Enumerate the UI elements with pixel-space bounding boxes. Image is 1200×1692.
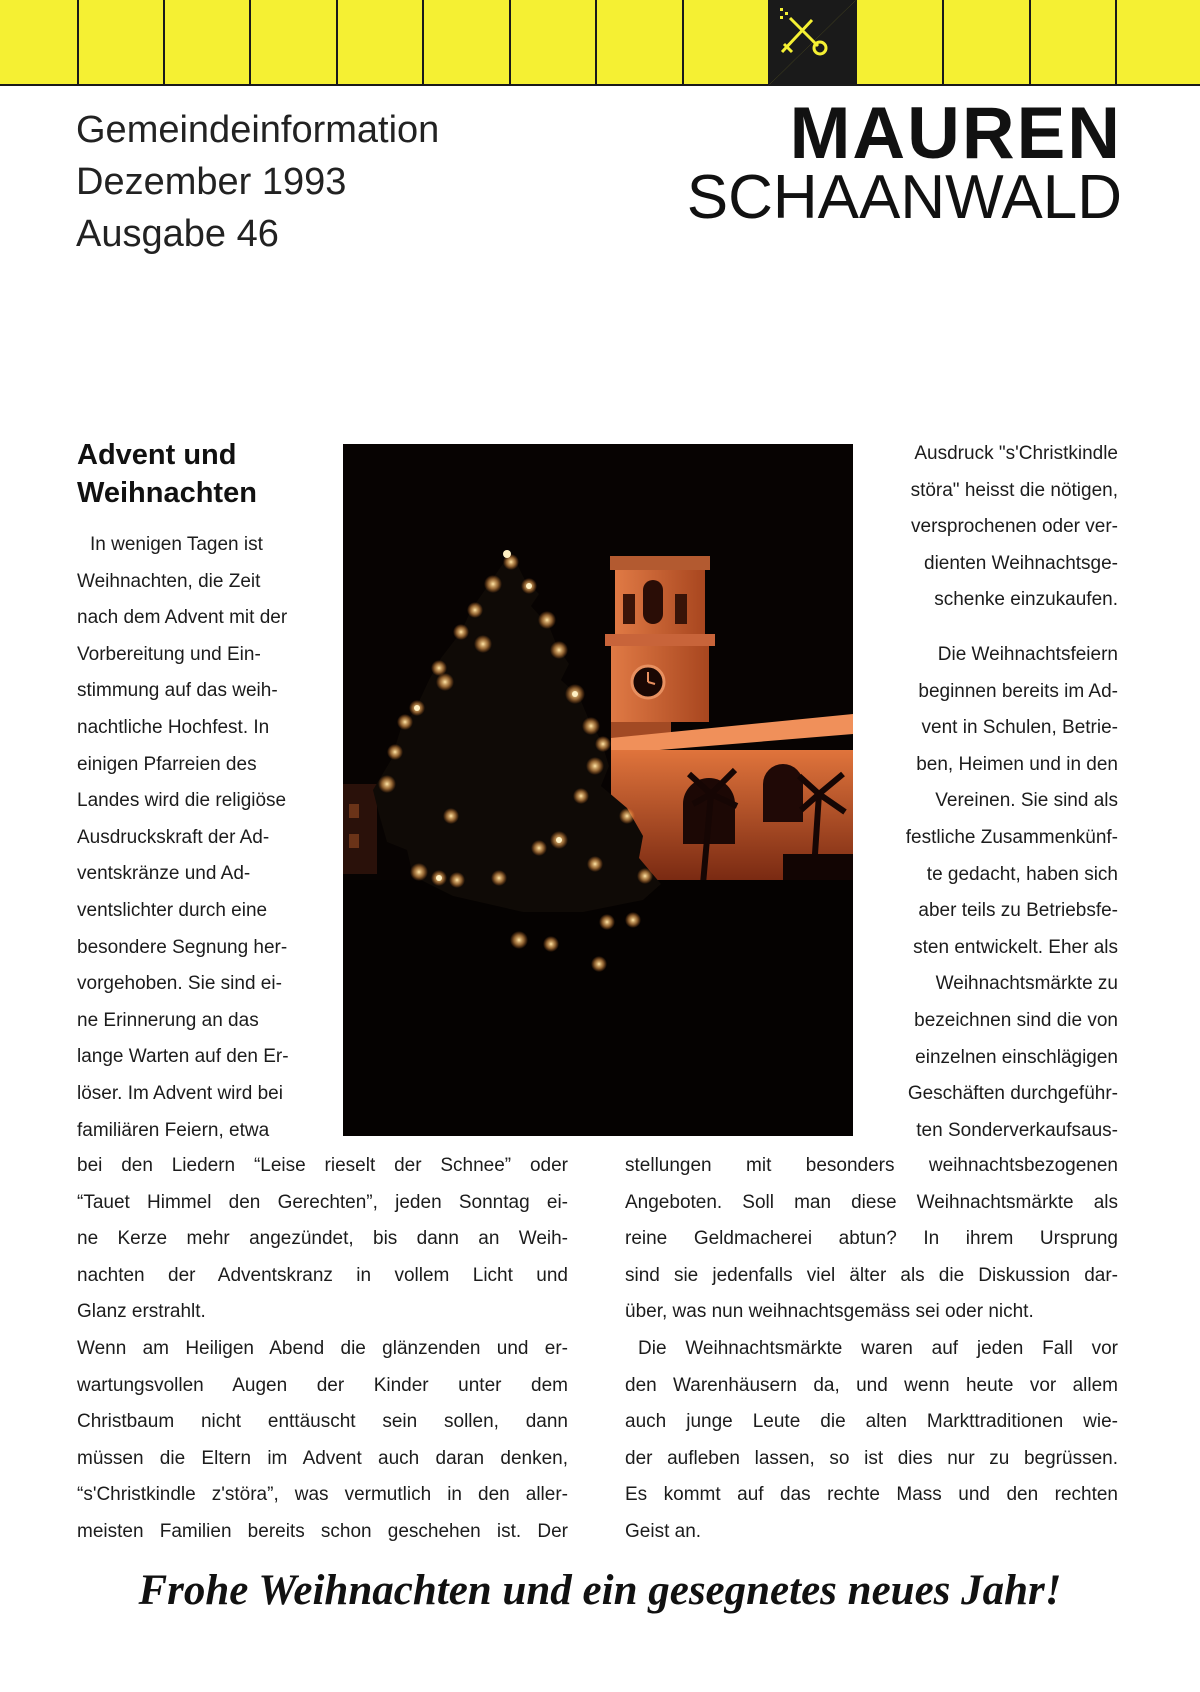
text-line: schenke einzukaufen. <box>934 589 1118 611</box>
text-line: stellungen mit besonders weihnachtsbezogenen <box>625 1155 1118 1176</box>
banner-rule <box>77 0 79 86</box>
masthead-mauren: MAUREN <box>789 93 1122 174</box>
text-line: löser. Im Advent wird bei <box>77 1082 283 1104</box>
text-line: Geist an. <box>625 1520 702 1542</box>
text-line: Landes wird die religiöse <box>77 790 287 812</box>
text-line: Vereinen. Sie sind als <box>935 790 1118 812</box>
text-line: In wenigen Tagen ist <box>90 534 263 555</box>
text-line: sind sie jedenfalls viel älter als die Diskussion dar- <box>625 1264 1118 1286</box>
text-line: Die Weihnachtsfeiern <box>937 643 1118 665</box>
text-line: Angeboten. Soll man diese Weihnachtsmärkte als <box>625 1191 1118 1213</box>
banner-rule <box>942 0 944 86</box>
text-line: Vorbereitung und Ein- <box>77 643 261 665</box>
right-column <box>860 436 1118 1149</box>
banner-rule <box>422 0 424 86</box>
text-line: “Tauet Himmel den Gerechten”, jeden Sonntag ei- <box>77 1191 568 1213</box>
text-line: meisten Familien bereits schon geschehen ist. Der <box>77 1520 568 1542</box>
text-line: den Warenhäusern da, und wenn heute vor allem <box>625 1374 1118 1396</box>
text-line: familiären Feiern, etwa <box>77 1119 270 1141</box>
issue-number: Ausgabe 46 <box>76 213 279 255</box>
text-line: Weihnachtsmärkte zu <box>935 973 1118 995</box>
photo-illustration <box>343 444 853 1136</box>
text-line: versprochenen oder ver- <box>911 516 1118 538</box>
publication-type: Gemeindeinformation <box>76 109 440 151</box>
banner-rule <box>249 0 251 86</box>
text-line: ventskränze und Ad- <box>77 863 251 885</box>
church-tower <box>605 556 715 738</box>
text-line: ten Sonderverkaufsaus- <box>916 1119 1118 1141</box>
issue-info <box>76 104 439 260</box>
text-line: Geschäften durchgeführ- <box>907 1083 1118 1105</box>
text-line: te gedacht, haben sich <box>926 863 1118 885</box>
text-line: Wenn am Heiligen Abend die glänzenden und er- <box>77 1337 568 1359</box>
banner-rule <box>682 0 684 86</box>
text-line: einzelnen einschlägigen <box>915 1046 1118 1068</box>
top-banner <box>0 0 1200 86</box>
municipal-crest-icon <box>768 0 856 86</box>
text-line: bei den Liedern “Leise rieselt der Schnee” oder <box>77 1155 568 1176</box>
text-line: ben, Heimen und in den <box>916 753 1118 775</box>
text-line: Es kommt auf das rechte Mass und den rechten <box>625 1484 1118 1506</box>
text-line: besondere Segnung her- <box>77 936 288 958</box>
text-line: müssen die Eltern im Advent auch daran denken, <box>77 1447 568 1469</box>
text-line: Ausdruck "s'Christkindle <box>914 443 1118 464</box>
text-line: vent in Schulen, Betrie- <box>921 717 1118 739</box>
banner-rule <box>1029 0 1031 86</box>
bottom-left-column <box>77 1148 568 1551</box>
text-line: Glanz erstrahlt. <box>77 1301 206 1323</box>
text-line: “s'Christkindle z'störa”, was vermutlich in den aller- <box>77 1484 568 1506</box>
banner-rule <box>595 0 597 86</box>
article-title <box>77 436 257 512</box>
text-line: nach dem Advent mit der <box>77 607 288 629</box>
text-line: nachtliche Hochfest. In <box>77 716 270 738</box>
text-line: über, was nun weihnachtsgemäss sei oder nicht. <box>625 1301 1034 1323</box>
text-line: nachten der Adventskranz in vollem Licht und <box>77 1264 568 1286</box>
text-line: lange Warten auf den Er- <box>77 1046 289 1068</box>
text-line: reine Geldmacherei abtun? In ihrem Ursprung <box>625 1228 1118 1250</box>
christmas-tree-photo <box>343 444 853 1136</box>
text-line: aber teils zu Betriebsfe- <box>918 900 1118 922</box>
bottom-right-column <box>625 1148 1118 1551</box>
banner-baseline <box>0 84 1200 86</box>
text-line: Ausdruckskraft der Ad- <box>77 826 270 848</box>
article-title-line: Weihnachten <box>77 477 257 509</box>
text-line: stimmung auf das weih- <box>77 680 278 702</box>
banner-rule <box>163 0 165 86</box>
text-line: festliche Zusammenkünf- <box>905 826 1118 848</box>
text-line: störa" heisst die nötigen, <box>910 479 1118 501</box>
text-line: ne Erinnerung an das <box>77 1009 259 1031</box>
text-line: der aufleben lassen, so ist dies nur zu begrüssen. <box>625 1447 1118 1469</box>
text-line: beginnen bereits im Ad- <box>918 680 1118 702</box>
text-line: vorgehoben. Sie sind ei- <box>77 973 282 995</box>
text-line: ventslichter durch eine <box>77 899 268 921</box>
text-line: ne Kerze mehr angezündet, bis dann an Weih- <box>77 1228 568 1250</box>
paragraph-gap <box>860 619 1118 637</box>
text-line: bezeichnen sind die von <box>914 1009 1118 1031</box>
banner-rule <box>509 0 511 86</box>
banner-rule <box>1115 0 1117 86</box>
text-line: Christbaum nicht enttäuscht sein sollen, dann <box>77 1411 568 1433</box>
banner-rule <box>336 0 338 86</box>
masthead-schaanwald: SCHAANWALD <box>686 163 1122 232</box>
text-line: dienten Weihnachtsge- <box>924 552 1118 574</box>
article-title-line: Advent und <box>77 439 237 471</box>
text-line: Weihnachten, die Zeit <box>77 570 261 592</box>
christmas-greeting: Frohe Weihnachten und ein gesegnetes neues Jahr! <box>138 1567 1062 1614</box>
left-column <box>77 527 337 1149</box>
issue-date: Dezember 1993 <box>76 161 347 203</box>
text-line: Die Weihnachtsmärkte waren auf jeden Fall vor <box>638 1337 1118 1359</box>
text-line: auch junge Leute die alten Markttraditionen wie- <box>625 1411 1118 1433</box>
text-line: wartungsvollen Augen der Kinder unter dem <box>77 1374 568 1396</box>
text-line: sten entwickelt. Eher als <box>913 936 1118 958</box>
text-line: einigen Pfarreien des <box>77 753 257 775</box>
